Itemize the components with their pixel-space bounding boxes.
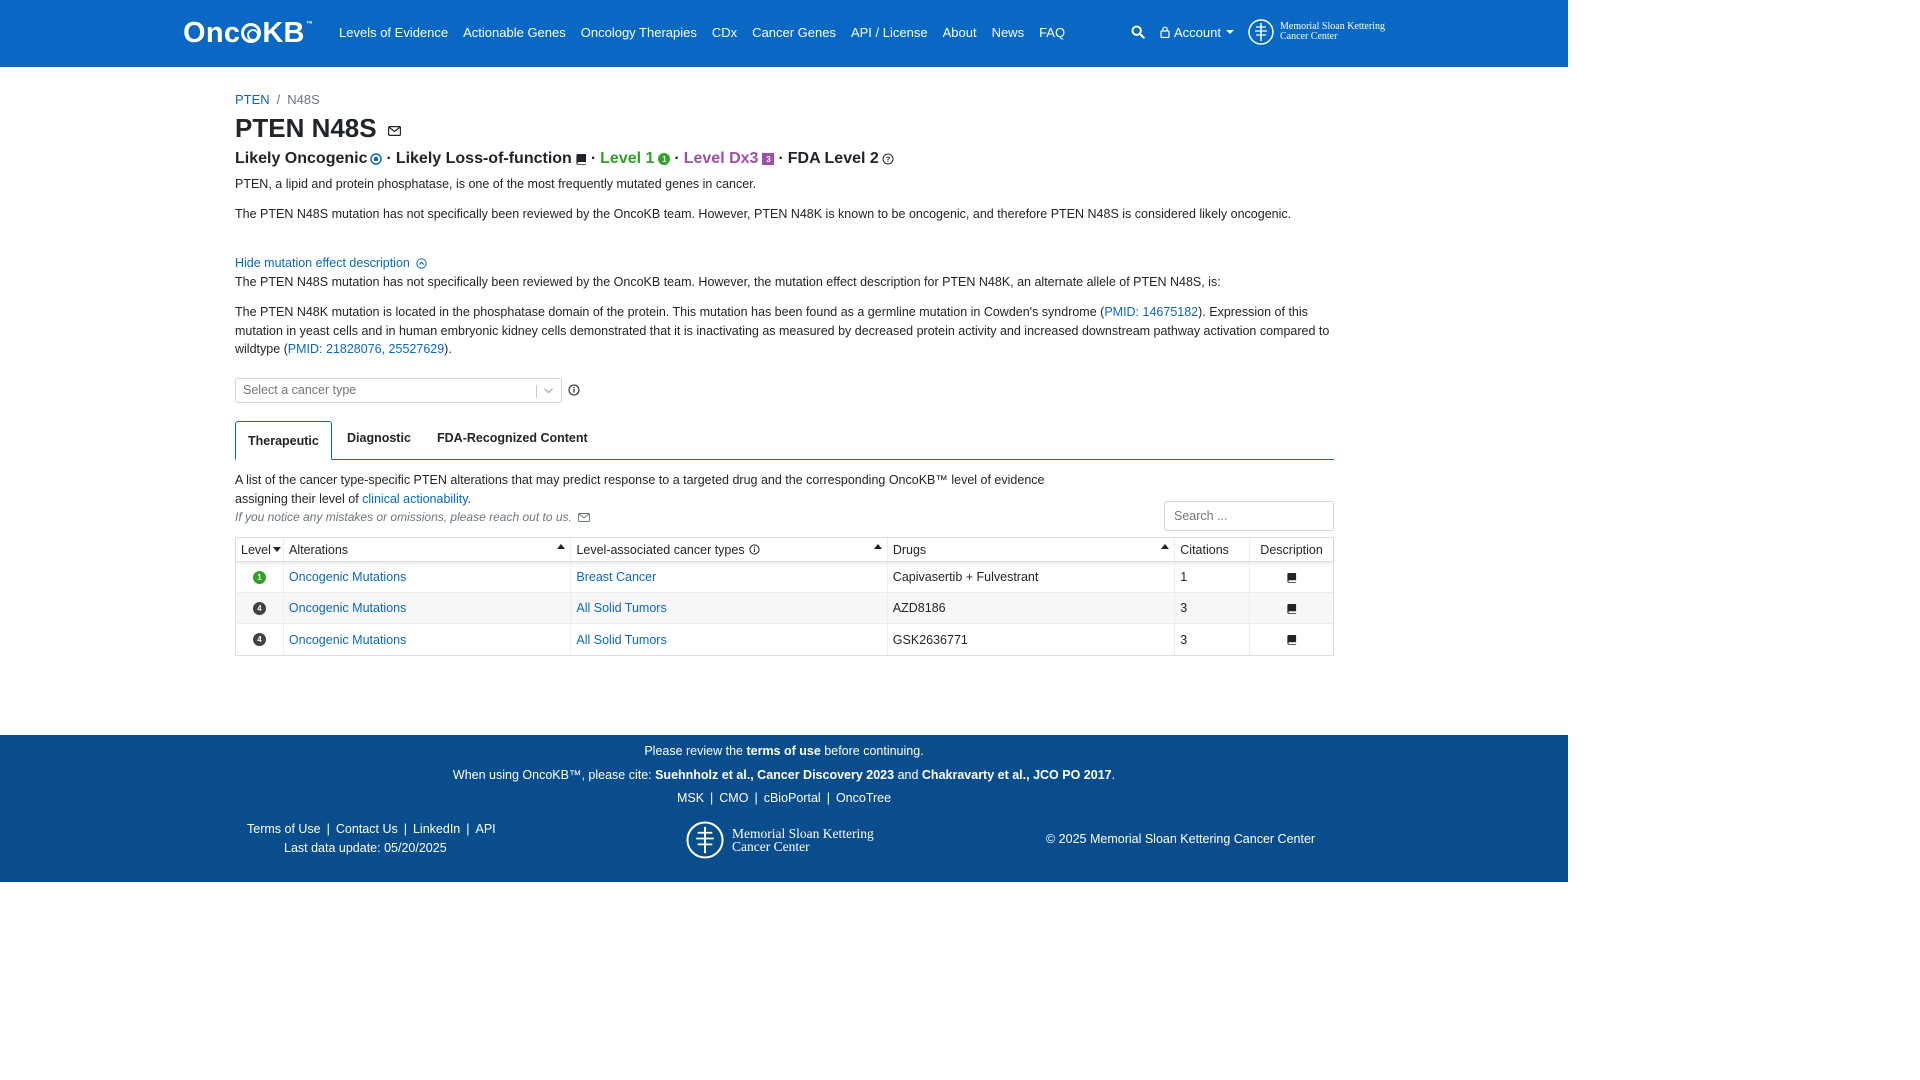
review-text: Please review the	[644, 744, 747, 758]
header-drugs[interactable]	[888, 538, 1175, 561]
table-row	[236, 593, 1333, 624]
header-description: Description	[1260, 542, 1323, 557]
separator-dot: ·	[590, 150, 597, 167]
tab-diagnostic[interactable]: Diagnostic	[347, 431, 411, 445]
cancer-type-select[interactable]	[235, 378, 562, 403]
book-icon[interactable]	[1287, 634, 1297, 645]
oncokb-logo[interactable]: Onc KB™	[183, 17, 314, 49]
level-cell	[236, 624, 284, 655]
chevron-down-icon	[543, 385, 554, 396]
clinical-actionability-link[interactable]: clinical actionability	[362, 491, 468, 506]
sort-asc-icon	[1161, 544, 1169, 549]
separator-dot: ·	[674, 150, 680, 167]
table-search-input[interactable]	[1164, 501, 1334, 531]
header-cancer-types[interactable]	[571, 538, 887, 561]
alteration-link[interactable]: Oncogenic Mutations	[288, 601, 407, 615]
cite-text: When using OncoKB™, please cite:	[452, 768, 656, 782]
nav-faq[interactable]: FAQ	[1039, 25, 1066, 40]
pmid-link-2[interactable]: PMID: 21828076, 25527629	[287, 342, 445, 356]
nav-about[interactable]: About	[942, 25, 977, 40]
footer-link-cmo[interactable]: CMO	[719, 791, 749, 805]
footer-terms-link[interactable]: Terms of Use	[247, 822, 321, 836]
cancer-type-link[interactable]: Breast Cancer	[576, 570, 657, 584]
feedback-note-text: If you notice any mistakes or omissions, please reach out to us.	[235, 510, 572, 524]
alteration-cell	[284, 593, 571, 623]
cancer-type-placeholder: Select a cancer type	[243, 383, 357, 397]
header-level[interactable]	[236, 538, 284, 561]
cancer-type-link[interactable]: All Solid Tumors	[576, 632, 667, 647]
nav-actionable-genes[interactable]: Actionable Genes	[463, 25, 566, 40]
citations-cell[interactable]: 3	[1175, 624, 1250, 655]
footer	[0, 735, 1568, 882]
footer-api-link[interactable]: API	[475, 822, 496, 836]
book-icon[interactable]	[1287, 572, 1297, 583]
level-4-icon[interactable]: 4	[253, 602, 266, 615]
oncogenicity-label: Likely Oncogenic	[235, 150, 368, 167]
info-icon[interactable]	[568, 384, 580, 396]
footer-link-msk[interactable]: MSK	[676, 791, 705, 805]
level-cell	[236, 593, 284, 623]
cancer-type-cell	[571, 562, 887, 592]
account-label: Account	[1174, 24, 1221, 40]
footer-msk-line2: Cancer Center	[732, 839, 810, 854]
cite-and: and	[894, 768, 922, 782]
effect-text-part3: ).	[444, 342, 452, 356]
variant-summary-line	[235, 150, 894, 168]
citation-line	[0, 768, 1568, 782]
book-icon[interactable]	[576, 153, 587, 165]
effect-text-part1: The PTEN N48K mutation is located in the phosphatase domain of the protein. This mutation has been found as a germline mutation in Cowden's syndrome (	[235, 305, 1105, 319]
mutation-effect-description	[235, 303, 1334, 359]
nav-cdx[interactable]: CDx	[711, 25, 738, 40]
envelope-icon[interactable]	[578, 513, 590, 522]
nav-cancer-genes[interactable]: Cancer Genes	[752, 25, 836, 40]
nav-links	[339, 25, 1065, 40]
drugs-cell: GSK2636771	[888, 624, 1175, 655]
table-row	[236, 562, 1333, 593]
alteration-cell	[284, 562, 571, 592]
search-icon[interactable]	[1131, 25, 1145, 39]
hide-description-row	[235, 254, 1334, 273]
description-cell	[1250, 562, 1333, 592]
footer-contact-link[interactable]: Contact Us	[335, 822, 398, 836]
separator-dot: ·	[778, 150, 784, 167]
table-row	[236, 624, 1333, 655]
page-title	[235, 113, 401, 144]
sort-asc-icon	[874, 544, 882, 549]
level-1-badge-icon[interactable]: 1	[658, 153, 670, 165]
drugs-cell: AZD8186	[888, 593, 1175, 623]
nav-news[interactable]: News	[991, 25, 1025, 40]
level-4-icon[interactable]: 4	[253, 633, 266, 646]
hide-description-link[interactable]: Hide mutation effect description	[235, 256, 410, 270]
last-data-update: Last data update: 05/20/2025	[284, 841, 447, 855]
page-title-text: PTEN N48S	[235, 113, 377, 143]
caret-down-icon	[1226, 30, 1234, 34]
drugs-cell: Capivasertib + Fulvestrant	[888, 562, 1175, 592]
select-divider	[536, 385, 537, 398]
cancer-type-cell	[571, 624, 887, 655]
citations-cell[interactable]: 3	[1175, 593, 1250, 623]
book-icon[interactable]	[1287, 603, 1297, 614]
gene-summary: PTEN, a lipid and protein phosphatase, is one of the most frequently mutated genes in cancer.	[235, 177, 757, 191]
cancer-type-link[interactable]: All Solid Tumors	[576, 601, 667, 615]
mutation-effect-label: Likely Loss-of-function	[395, 150, 572, 167]
copyright: © 2025 Memorial Sloan Kettering Cancer Center	[1046, 832, 1316, 846]
envelope-icon[interactable]	[388, 126, 401, 136]
alteration-link[interactable]: Oncogenic Mutations	[288, 570, 407, 584]
header-alterations[interactable]	[284, 538, 571, 561]
feedback-note	[235, 510, 590, 524]
sort-asc-icon	[557, 544, 565, 549]
breadcrumb-alteration: N48S	[287, 92, 320, 107]
breadcrumb-separator: /	[276, 92, 281, 107]
terms-of-use-link[interactable]: terms of use	[746, 744, 821, 758]
mutation-effect-intro: The PTEN N48S mutation has not specifically been reviewed by the OncoKB team. However, the mutation effect description for PTEN N48K, an alternate allele of PTEN N48S, is:	[235, 275, 1221, 289]
external-links: MSK | CMO | cBioPortal | OncoTree	[676, 791, 892, 805]
pmid-link-1[interactable]: PMID: 14675182	[1104, 305, 1199, 319]
lock-icon	[1160, 26, 1170, 38]
level-cell	[236, 562, 284, 592]
effect-text-part2: ). Expression of this mutation in yeast cells and in human embryonic kidney cells demonstrated that it is inactivating as measured by decreased protein activity and increased downstream pathway activation compared to wildtype (	[235, 305, 1330, 356]
header-alterations-label: Alterations	[289, 542, 349, 557]
level-1-icon[interactable]: 1	[253, 571, 266, 584]
target-icon	[370, 153, 382, 165]
bullseye-icon	[241, 23, 261, 43]
review-text-end: before continuing.	[820, 744, 924, 758]
footer-left-links: Terms of Use | Contact Us | LinkedIn | API	[247, 822, 496, 836]
citations-cell[interactable]: 1	[1175, 562, 1250, 592]
msk-logo[interactable]	[1248, 18, 1385, 46]
nav-oncology-therapies[interactable]: Oncology Therapies	[580, 25, 697, 40]
description-cell	[1250, 624, 1333, 655]
variant-summary: The PTEN N48S mutation has not specifically been reviewed by the OncoKB team. However, PTEN N48K is known to be oncogenic, and therefore PTEN N48S is considered likely oncogenic.	[235, 207, 1292, 221]
msk-emblem-icon	[686, 819, 724, 861]
dx3-badge-icon[interactable]: 3	[762, 153, 774, 165]
footer-msk-logo[interactable]	[686, 819, 874, 861]
terms-review-line	[0, 744, 1568, 758]
dx-level-label: Level Dx3	[683, 150, 759, 167]
therapeutic-desc-text: A list of the cancer type-specific PTEN alterations that may predict response to a targeted drug and the corresponding OncoKB™ level of evidence assigning their level of	[235, 473, 1045, 506]
footer-link-oncotree[interactable]: OncoTree	[835, 791, 892, 805]
citation-link-2[interactable]: Chakravarty et al., JCO PO 2017	[921, 768, 1112, 782]
breadcrumb-gene[interactable]: PTEN	[235, 92, 270, 107]
tab-fda-recognized-content[interactable]: FDA-Recognized Content	[437, 431, 588, 445]
nav-levels-of-evidence[interactable]: Levels of Evidence	[339, 25, 449, 40]
footer-msk-line1: Memorial Sloan Kettering	[732, 826, 874, 841]
info-icon[interactable]	[749, 544, 760, 555]
top-navbar	[0, 0, 1568, 67]
header-citations[interactable]: Citations	[1175, 538, 1250, 561]
alteration-cell	[284, 624, 571, 655]
alteration-link[interactable]: Oncogenic Mutations	[288, 632, 407, 647]
help-circle-icon[interactable]	[882, 153, 894, 165]
description-cell	[1250, 593, 1333, 623]
msk-name-line2: Cancer Center	[1279, 31, 1338, 42]
footer-link-cbioportal[interactable]: cBioPortal	[763, 791, 821, 805]
cite-end: .	[1111, 768, 1116, 782]
header-drugs-label: Drugs	[892, 542, 927, 557]
breadcrumb	[235, 92, 320, 107]
therapeutic-description	[235, 471, 1095, 508]
nav-right	[1131, 18, 1385, 46]
cancer-type-cell	[571, 593, 887, 623]
evidence-tabs	[235, 421, 1334, 460]
chevron-up-circle-icon[interactable]	[416, 258, 427, 269]
header-cancer-types-label: Level-associated cancer types	[576, 542, 745, 557]
footer-linkedin-link[interactable]: LinkedIn	[412, 822, 461, 836]
level-label: Level 1	[600, 150, 655, 167]
account-menu[interactable]	[1160, 25, 1234, 40]
citation-link-1[interactable]: Suehnholz et al., Cancer Discovery 2023	[655, 768, 895, 782]
tab-therapeutic[interactable]: Therapeutic	[235, 421, 332, 460]
sort-desc-icon	[273, 547, 281, 552]
nav-api-license[interactable]: API / License	[850, 25, 928, 40]
msk-name-line1: Memorial Sloan Kettering	[1279, 21, 1385, 32]
table-header-row	[236, 538, 1333, 562]
fda-level-label: FDA Level 2	[787, 150, 879, 167]
separator-dot: ·	[386, 150, 392, 167]
svg-text:?: ?	[885, 154, 891, 164]
header-level-label: Level	[241, 542, 271, 557]
therapeutic-table	[235, 537, 1334, 656]
therapeutic-desc-end: .	[467, 491, 472, 506]
msk-emblem-icon	[1248, 18, 1274, 46]
